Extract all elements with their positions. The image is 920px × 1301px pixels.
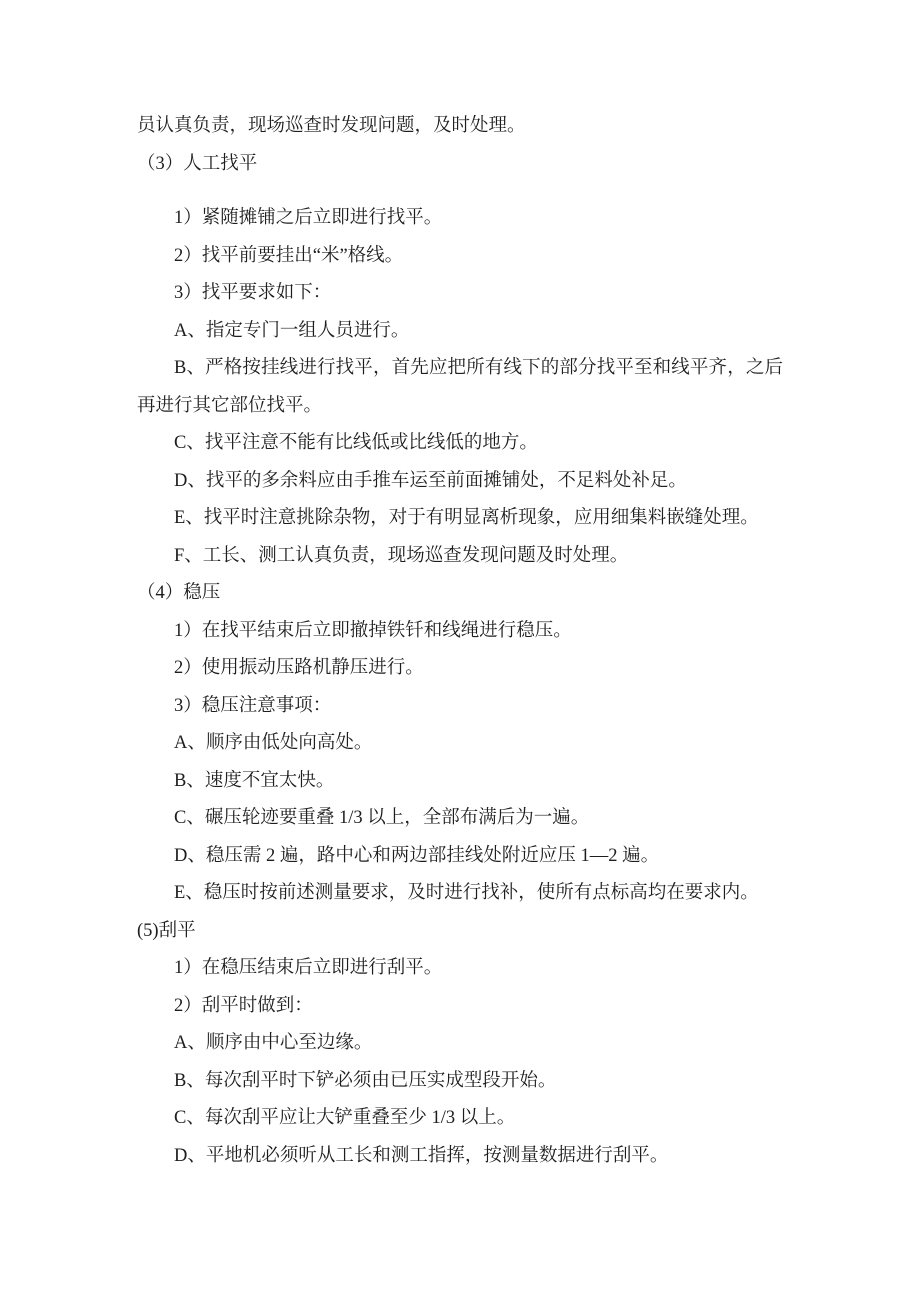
list-item: 2）刮平时做到： <box>174 995 313 1016</box>
section-heading: （3）人工找平 <box>137 153 258 174</box>
list-item: B、速度不宜太快。 <box>174 770 335 791</box>
list-item: B、每次刮平时下铲必须由已压实成型段开始。 <box>174 1070 557 1091</box>
list-item: 1）在找平结束后立即撤掉铁钎和线绳进行稳压。 <box>174 620 572 641</box>
list-item: 1）紧随摊铺之后立即进行找平。 <box>174 208 443 228</box>
list-item: E、找平时注意挑除杂物，对于有明显离析现象，应用细集料嵌缝处理。 <box>174 508 759 528</box>
list-item: 3）找平要求如下： <box>174 283 332 303</box>
list-item: A、顺序由中心至边缘。 <box>174 1033 373 1053</box>
list-item: E、稳压时按前述测量要求，及时进行找补，使所有点标高均在要求内。 <box>174 883 759 903</box>
section-heading: （4）稳压 <box>137 583 221 603</box>
list-item: C、每次刮平应让大铲重叠至少 1/3 以上。 <box>174 1108 516 1128</box>
list-item: D、找平的多余料应由手推车运至前面摊铺处，不足料处补足。 <box>174 470 687 491</box>
list-item: A、顺序由低处向高处。 <box>174 733 373 753</box>
list-item: 2）使用振动压路机静压进行。 <box>174 658 424 678</box>
list-item: F、工长、测工认真负责，现场巡查发现问题及时处理。 <box>174 545 629 566</box>
list-item: 2）找平前要挂出“米”格线。 <box>174 245 404 266</box>
list-item: A、指定专门一组人员进行。 <box>174 320 410 341</box>
list-item: C、碾压轮迹要重叠 1/3 以上，全部布满后为一遍。 <box>174 808 590 828</box>
list-item: C、找平注意不能有比线低或比线低的地方。 <box>174 433 538 453</box>
list-item: B、严格按挂线进行找平，首先应把所有线下的部分找平至和线平齐，之后再进行其它部位找平。 <box>137 358 783 416</box>
body-continuation-line: 员认真负责，现场巡查时发现问题，及时处理。 <box>137 116 526 136</box>
section-heading: (5)刮平 <box>137 920 196 941</box>
list-item: D、平地机必须听从工长和测工指挥，按测量数据进行刮平。 <box>174 1145 669 1166</box>
list-item: 3）稳压注意事项： <box>174 695 332 716</box>
list-item: D、稳压需 2 遍，路中心和两边部挂线处附近应压 1—2 遍。 <box>174 845 660 866</box>
list-item: 1）在稳压结束后立即进行刮平。 <box>174 958 443 978</box>
